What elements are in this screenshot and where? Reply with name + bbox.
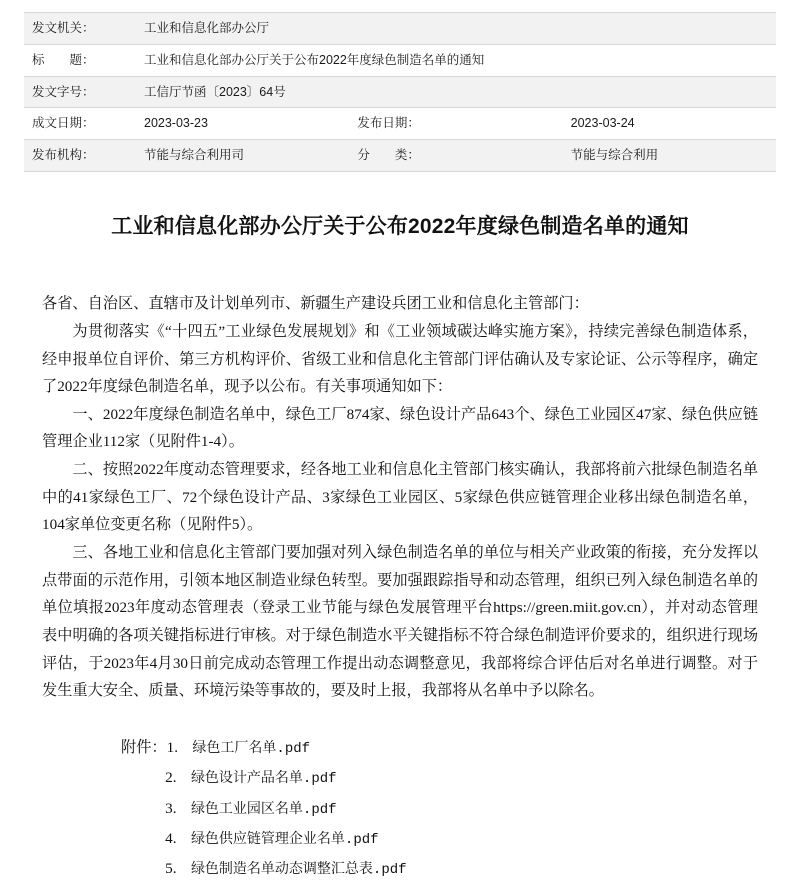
attachment-file-link[interactable]: 绿色工厂名单.pdf xyxy=(192,741,311,758)
metadata-row-issuer xyxy=(24,13,776,45)
metadata-value-docnumber: 工信厅节函〔2023〕64号 xyxy=(136,76,776,108)
metadata-value-title: 工业和信息化部办公厅关于公布2022年度绿色制造名单的通知 xyxy=(136,44,776,76)
metadata-label-docnumber: 发文字号： xyxy=(24,76,136,108)
body-salutation: 各省、自治区、直辖市及计划单列市、新疆生产建设兵团工业和信息化主管部门： xyxy=(42,295,589,313)
metadata-row-docnumber xyxy=(24,76,776,108)
body-paragraph-3: 二、按照2022年度动态管理要求，经各地工业和信息化主管部门核实确认，我部将前六批绿色制造名单中的41家绿色工厂、72个绿色设计产品、3家绿色工业园区、5家绿色供应链管理企业移出绿色制造名单，104家单位变更名称（见附件5）。 xyxy=(42,461,758,534)
metadata-value-publish-date: 2023-03-24 xyxy=(563,108,776,140)
attachment-number: 1. xyxy=(166,739,178,757)
body-paragraph-4: 三、各地工业和信息化主管部门要加强对列入绿色制造名单的单位与相关产业政策的衔接，充分发挥以点带面的示范作用，引领本地区制造业绿色转型。要加强跟踪指导和动态管理，组织已列入绿色制造名单的单位填报2023年度动态管理表（登录工业节能与绿色发展管理平台https://green.miit.gov.cn），并对动态管理表中明确的各项关键指标进行审核。对于绿色制造水平关键指标不符合绿色制造评价要求的，组织进行现场评估，于2023年4月30日前完成动态管理工作提出动态调整意见，我部将综合评估后对名单进行调整。对于发生重大安全、质量、环境污染等事故的，要及时上报，我部将从名单中予以除名。 xyxy=(42,544,758,700)
attachment-number: 2. xyxy=(165,769,177,787)
attachment-file-link[interactable]: 绿色制造名单动态调整汇总表.pdf xyxy=(190,862,407,879)
attachment-file-link[interactable]: 绿色工业园区名单.pdf xyxy=(190,801,337,818)
metadata-row-title xyxy=(24,44,776,76)
attachment-number: 3. xyxy=(165,799,177,817)
metadata-label-publish-date: 发布日期： xyxy=(349,108,562,140)
attachment-file-link[interactable]: 绿色设计产品名单.pdf xyxy=(190,771,337,788)
attachment-number: 5. xyxy=(165,860,177,878)
attachment-item xyxy=(42,763,758,793)
document-metadata-table xyxy=(24,12,776,172)
attachment-item xyxy=(42,733,758,763)
metadata-row-org xyxy=(24,140,776,172)
attachment-item xyxy=(42,794,758,824)
body-paragraph-2: 一、2022年度绿色制造名单中，绿色工厂874家、绿色设计产品643个、绿色工业园区47家、绿色供应链管理企业112家（见附件1-4）。 xyxy=(42,405,758,451)
attachment-item xyxy=(42,854,758,884)
attachment-list-label: 附件： xyxy=(121,739,167,757)
metadata-label-category: 分 类： xyxy=(349,140,562,172)
attachment-number: 4. xyxy=(165,829,177,847)
metadata-label-title: 标 题： xyxy=(24,44,136,76)
metadata-value-org: 节能与综合利用司 xyxy=(136,140,349,172)
metadata-label-org: 发布机构： xyxy=(24,140,136,172)
body-paragraph-1: 为贯彻落实《“十四五”工业绿色发展规划》和《工业领域碳达峰实施方案》，持续完善绿色制造体系，经申报单位自评价、第三方机构评价、省级工业和信息化主管部门评估确认及专家论证、公示等程序，确定了2022年度绿色制造名单，现予以公布。有关事项通知如下： xyxy=(42,322,758,396)
metadata-label-issuer: 发文机关： xyxy=(24,13,136,45)
metadata-value-issuer: 工业和信息化部办公厅 xyxy=(136,13,776,45)
metadata-value-category: 节能与综合利用 xyxy=(563,140,776,172)
metadata-value-written-date: 2023-03-23 xyxy=(136,108,349,140)
document-body xyxy=(42,290,758,705)
attachment-file-link[interactable]: 绿色供应链管理企业名单.pdf xyxy=(190,831,379,848)
page-title: 工业和信息化部办公厅关于公布2022年度绿色制造名单的通知 xyxy=(111,214,689,238)
attachment-list xyxy=(42,733,758,884)
metadata-label-written-date: 成文日期： xyxy=(24,108,136,140)
attachment-item xyxy=(42,824,758,854)
metadata-row-dates xyxy=(24,108,776,140)
